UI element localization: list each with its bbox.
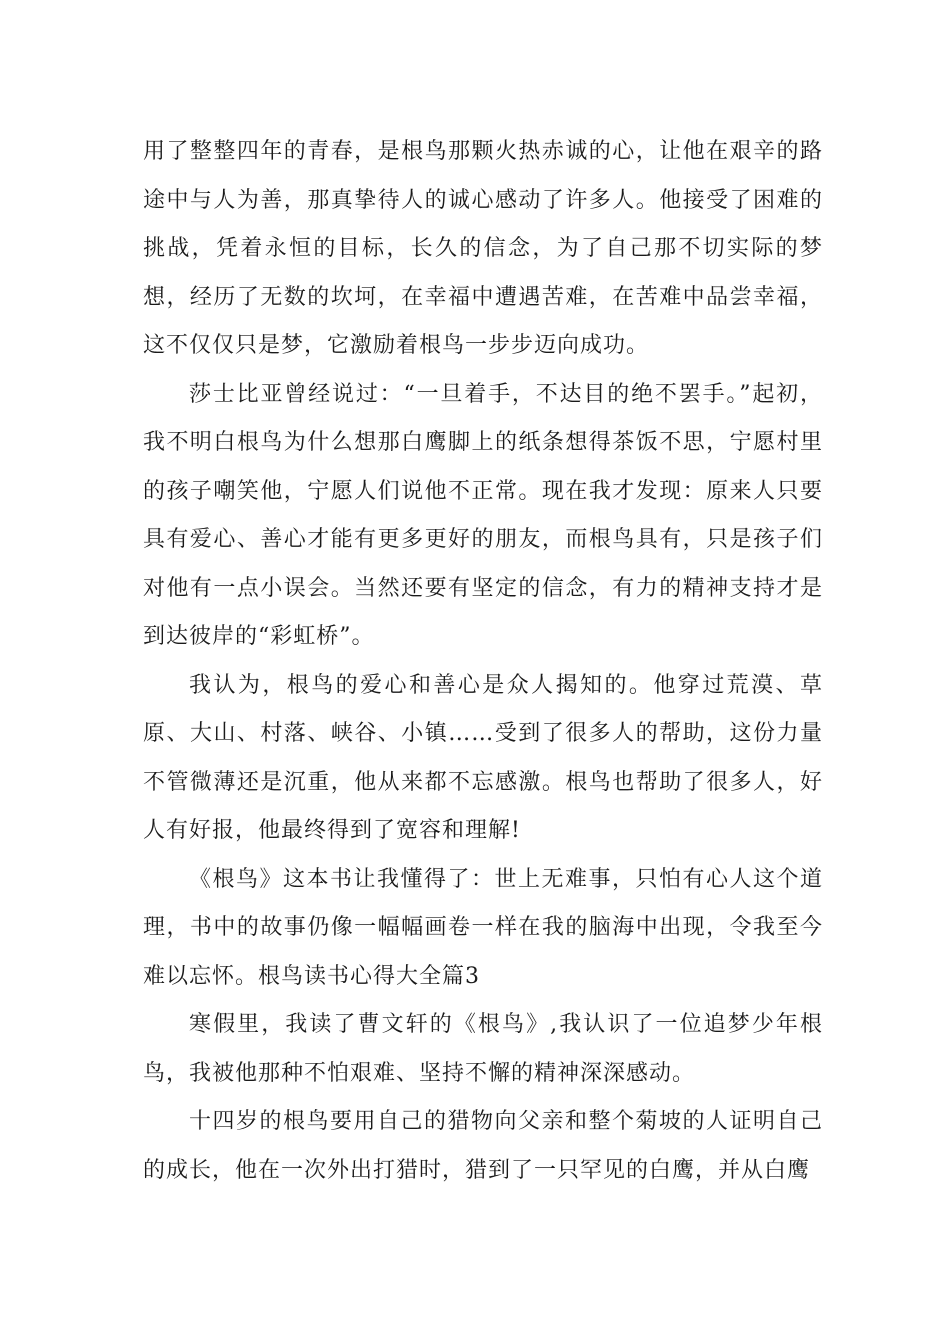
paragraph-lesson: 《根鸟》这本书让我懂得了：世上无难事，只怕有心人这个道理，书中的故事仍像一幅幅画卷一样在我的脑海中出现，令我至今难以忘怀。根鸟读书心得大全篇3: [143, 866, 823, 989]
document-body: [143, 128, 823, 1195]
paragraph-shakespeare-quote: 莎士比亚曾经说过：“一旦着手，不达目的绝不罢手。”起初，我不明白根鸟为什么想那白鹰脚上的纸条想得茶饭不思，宁愿村里的孩子嘲笑他，宁愿人们说他不正常。现在我才发现：原来人只要具有爱心、善心才能有更多更好的朋友，而根鸟具有，只是孩子们对他有一点小误会。当然还要有坚定的信念，有力的精神支持才是到达彼岸的“彩虹桥”。: [143, 381, 823, 649]
paragraph-continuation: 用了整整四年的青春，是根鸟那颗火热赤诚的心，让他在艰辛的路途中与人为善，那真挚待人的诚心感动了许多人。他接受了困难的挑战，凭着永恒的目标，长久的信念，为了自己那不切实际的梦想，经历了无数的坎坷，在幸福中遭遇苦难，在苦难中品尝幸福，这不仅仅只是梦，它激励着根鸟一步步迈向成功。: [143, 139, 823, 358]
paragraph-winter-vacation: 寒假里，我读了曹文轩的《根鸟》,我认识了一位追梦少年根鸟，我被他那种不怕艰难、坚持不懈的精神深深感动。: [143, 1012, 823, 1086]
paragraph-white-eagle: 十四岁的根鸟要用自己的猎物向父亲和整个菊坡的人证明自己的成长，他在一次外出打猎时，猎到了一只罕见的白鹰，并从白鹰: [143, 1109, 823, 1183]
paragraph-kindness: 我认为，根鸟的爱心和善心是众人揭知的。他穿过荒漠、草原、大山、村落、峡谷、小镇……受到了很多人的帮助，这份力量不管微薄还是沉重，他从来都不忘感激。根鸟也帮助了很多人，好人有好报，他最终得到了宽容和理解!: [143, 672, 823, 843]
